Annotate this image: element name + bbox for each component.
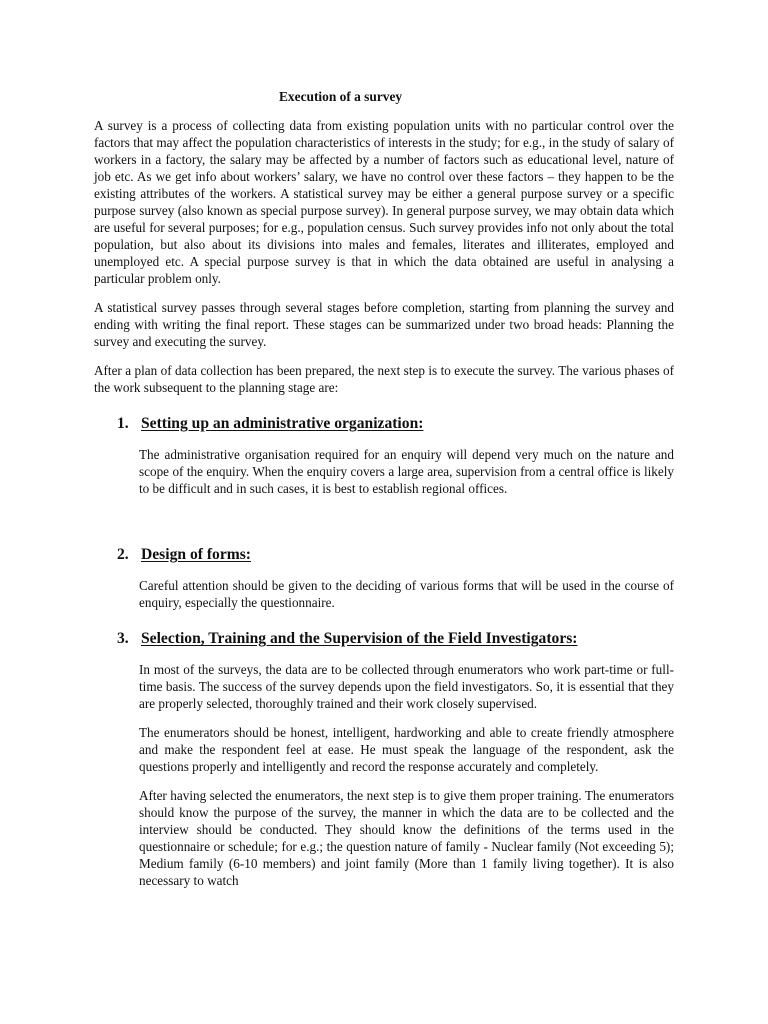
- section-title: Design of forms:: [141, 546, 252, 563]
- section-heading: [94, 545, 674, 565]
- section-paragraph: In most of the surveys, the data are to be collected through enumerators who work part-time or full-time basis. The success of the survey depends upon the field investigators. So, it is essential that they are properly selected, thoroughly trained and their work closely supervised.: [139, 662, 674, 711]
- section-field-investigators: [94, 629, 674, 889]
- section-paragraph: The administrative organisation required for an enquiry will depend very much on the nature and scope of the enquiry. When the enquiry covers a large area, supervision from a central office is likely to be difficult and in such cases, it is best to establish regional offices.: [139, 447, 674, 496]
- document-title: Execution of a survey: [279, 89, 403, 104]
- section-paragraph: The enumerators should be honest, intelligent, hardworking and able to create friendly atmosphere and make the respondent feel at ease. He must speak the language of the respondent, ask the questions properly and intelligently and record the response accurately and completely.: [139, 725, 674, 774]
- section-heading: [94, 629, 674, 649]
- section-paragraph: After having selected the enumerators, the next step is to give them proper training. The enumerators should know the purpose of the survey, the manner in which the data are to be collected and the interview should be conducted. They should know the definitions of the terms used in the questionnaire or schedule; for e.g.; the question nature of family - Nuclear family (Not exceeding 5); Medium family (6-10 members) and joint family (More than 1 family living together). It is also necessary to watch: [139, 788, 674, 888]
- section-administrative-organization: [94, 414, 674, 497]
- intro-paragraph: After a plan of data collection has been prepared, the next step is to execute the survey. The various phases of the work subsequent to the planning stage are:: [94, 363, 674, 395]
- spacer: [94, 509, 674, 527]
- section-title: Setting up an administrative organization:: [141, 415, 424, 432]
- section-title: Selection, Training and the Supervision of the Field Investigators:: [141, 630, 578, 647]
- section-number: 2.: [117, 546, 129, 563]
- section-design-of-forms: [94, 545, 674, 611]
- section-number: 1.: [117, 415, 129, 432]
- section-heading: [94, 414, 674, 434]
- intro-paragraph: A statistical survey passes through several stages before completion, starting from planning the survey and ending with writing the final report. These stages can be summarized under two broad heads: Planning the survey and executing the survey.: [94, 300, 674, 349]
- section-paragraph: Careful attention should be given to the deciding of various forms that will be used in the course of enquiry, especially the questionnaire.: [139, 578, 674, 610]
- intro-paragraph: A survey is a process of collecting data from existing population units with no particular control over the factors that may affect the population characteristics of interests in the study; for e.g., in the study of salary of workers in a factory, the salary may be affected by a number of factors such as educational level, nature of job etc. As we get info about workers’ salary, we have no control over these factors – they happen to be the existing attributes of the workers. A statistical survey may be either a general purpose survey or a specific purpose survey (also known as special purpose survey). In general purpose survey, we may obtain data which are useful for several purposes; for e.g., population census. Such survey provides info not only about the total population, but also about its divisions into males and females, literates and illiterates, employed and unemployed etc. A special purpose survey is that in which the data obtained are useful in analysing a particular problem only.: [94, 118, 674, 286]
- section-number: 3.: [117, 630, 129, 647]
